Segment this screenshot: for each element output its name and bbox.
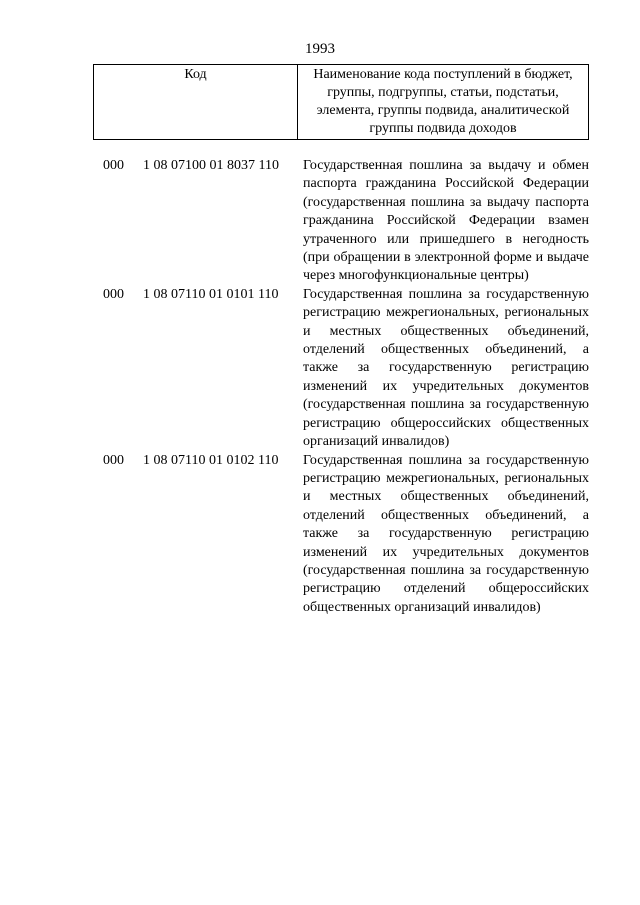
budget-code: 1 08 07100 01 8037 110 bbox=[143, 158, 279, 173]
admin-code: 000 bbox=[103, 286, 124, 302]
table-body bbox=[0, 157, 640, 617]
page-number: 1993 bbox=[305, 41, 335, 57]
budget-code: 1 08 07110 01 0101 110 bbox=[143, 286, 279, 302]
table-header bbox=[93, 64, 589, 140]
income-description: Государственная пошлина за государственную регистрацию межрегиональных, региональных и местных общественных объединений, отделений общественных объединений, а также за государственную регистрацию изменений их учредительных документов (государственная пошлина за государственную регистрацию общероссийских общественных организаций инвалидов) bbox=[303, 286, 589, 450]
budget-code: 1 08 07110 01 0102 110 bbox=[143, 452, 279, 468]
table-row bbox=[0, 452, 640, 618]
income-description: Государственная пошлина за государственную регистрацию межрегиональных, региональных и местных общественных объединений, отделений общественных объединений, а также за государственную регистрацию изменений их учредительных документов (государственная пошлина за государственную регистрацию отделений общероссийских общественных организаций инвалидов) bbox=[303, 452, 589, 615]
table-row bbox=[0, 286, 640, 452]
income-description: Государственная пошлина за выдачу и обмен паспорта гражданина Российской Федерации (государственная пошлина за выдачу паспорта гражданина Российской Федерации взамен утраченного или пришедшего в негодность (при обращении в электронной форме и выдаче через многофункциональные центры) bbox=[303, 158, 589, 284]
admin-code: 000 bbox=[103, 158, 124, 173]
header-name-column: Наименование кода поступлений в бюджет, группы, подгруппы, статьи, подстатьи, элемента, группы подвида, аналитической группы подвида доходов bbox=[313, 67, 573, 136]
header-code-column: Код bbox=[94, 65, 298, 139]
admin-code: 000 bbox=[103, 452, 124, 468]
table-row bbox=[0, 157, 640, 286]
